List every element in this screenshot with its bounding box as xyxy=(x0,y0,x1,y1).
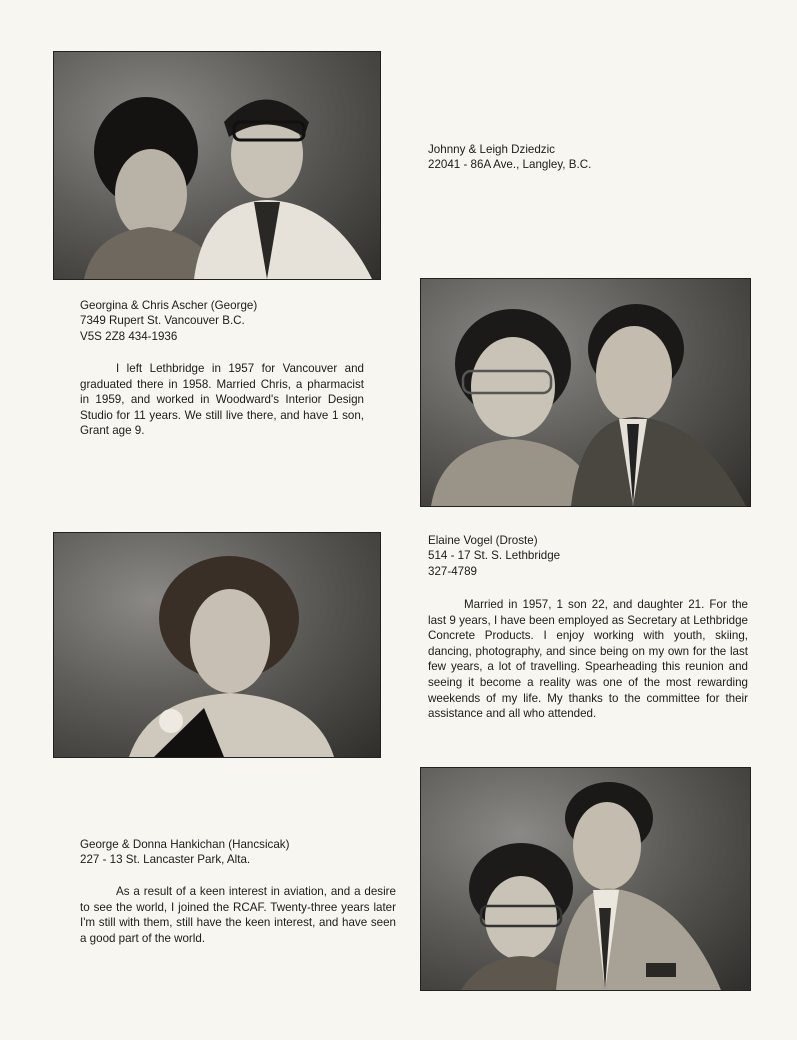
entry-name: Georgina & Chris Ascher (George) xyxy=(80,299,258,312)
entry-address-line: 22041 - 86A Ave., Langley, B.C. xyxy=(428,158,592,172)
entry-ascher xyxy=(80,298,257,344)
entry-address-line: V5S 2Z8 434-1936 xyxy=(80,329,178,343)
entry-dziedzic xyxy=(428,142,591,173)
photo-dziedzic-couple xyxy=(53,51,381,280)
photo-hankichan-couple xyxy=(420,767,751,991)
entry-name: Johnny & Leigh Dziedzic xyxy=(428,143,555,156)
entry-address-line: 7349 Rupert St. Vancouver B.C. xyxy=(80,314,245,328)
entry-name: George & Donna Hankichan (Hancsicak) xyxy=(80,838,290,851)
entry-address-line: 227 - 13 St. Lancaster Park, Alta. xyxy=(80,853,251,867)
photo-vogel-portrait xyxy=(53,532,381,758)
entry-vogel-bio: Married in 1957, 1 son 22, and daughter 21. For the last 9 years, I have been employed as Secretary at Lethbridge Concrete Products. I enjoy working with youth, skiing, dancing, photography, and since being on my own for the last few years, a lot of travelling. Spearheading this reunion and seeing it become a reality was one of the most rewarding weekends of my life. My thanks to the committee for their assistance and all who attended. xyxy=(428,598,748,721)
entry-hankichan xyxy=(80,837,289,868)
entry-address-line: 514 - 17 St. S. Lethbridge xyxy=(428,549,561,563)
entry-name: Elaine Vogel (Droste) xyxy=(428,534,538,547)
entry-vogel xyxy=(428,533,560,579)
entry-ascher-bio: I left Lethbridge in 1957 for Vancouver and graduated there in 1958. Married Chris, a pharmacist in 1959, and worked in Woodward's Interior Design Studio for 11 years. We still live there, and have 1 son, Grant age 9. xyxy=(80,362,364,438)
photo-ascher-couple xyxy=(420,278,751,507)
entry-hankichan-bio: As a result of a keen interest in aviation, and a desire to see the world, I joined the RCAF. Twenty-three years later I'm still with them, still have the keen interest, and have seen a good part of the world. xyxy=(80,885,396,945)
entry-address-line: 327-4789 xyxy=(428,564,477,578)
